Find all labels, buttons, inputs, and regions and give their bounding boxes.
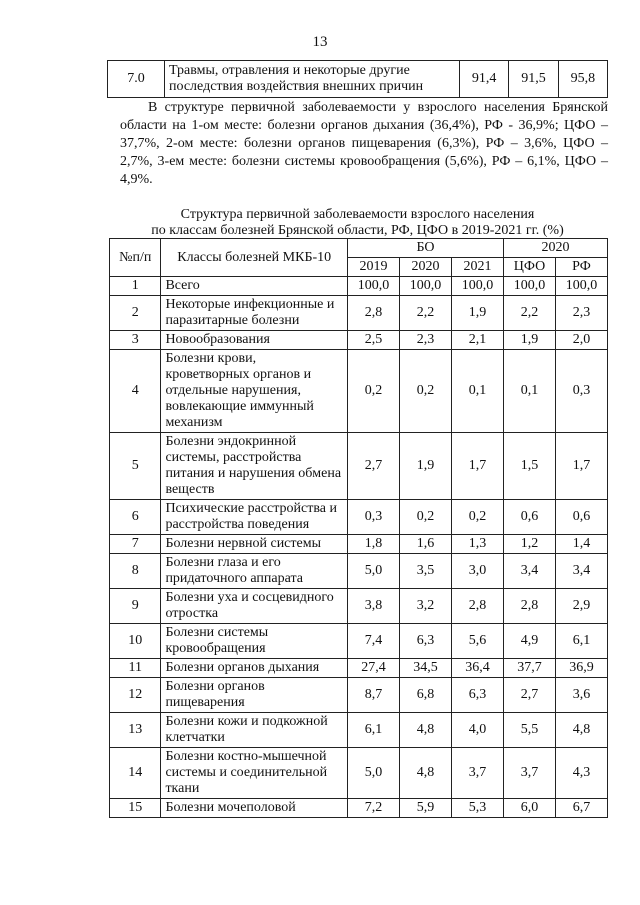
value-cell: 100,0 <box>400 277 452 296</box>
table-row <box>110 748 608 799</box>
row-number: 7 <box>110 535 161 554</box>
row-name: Травмы, отравления и некоторые другие последствия воздействия внешних причин <box>165 61 460 98</box>
row-number: 6 <box>110 500 161 535</box>
table-row <box>110 331 608 350</box>
value-cell: 1,2 <box>503 535 555 554</box>
value-cell: 3,5 <box>400 554 452 589</box>
value-cell: 2,1 <box>451 331 503 350</box>
table-row <box>108 61 608 98</box>
table-row <box>110 277 608 296</box>
disease-class: Болезни кожи и подкожной клетчатки <box>161 713 348 748</box>
value-cell: 6,7 <box>555 799 607 818</box>
value-cell: 1,7 <box>555 433 607 500</box>
header-2020: 2020 <box>503 239 607 258</box>
table-row <box>110 624 608 659</box>
value-cell: 5,9 <box>400 799 452 818</box>
value-cell: 6,8 <box>400 678 452 713</box>
row-number: 8 <box>110 554 161 589</box>
row-number: 15 <box>110 799 161 818</box>
value-cell: 1,8 <box>348 535 400 554</box>
value-cell: 36,9 <box>555 659 607 678</box>
table-title-line: по классам болезней Брянской области, РФ, ЦФО в 2019-2021 гг. (%) <box>151 223 564 238</box>
value-cell: 8,7 <box>348 678 400 713</box>
row-number: 4 <box>110 350 161 433</box>
header-num: №п/п <box>110 239 161 277</box>
value-cell: 100,0 <box>348 277 400 296</box>
value-cell: 5,6 <box>451 624 503 659</box>
value-cell: 6,0 <box>503 799 555 818</box>
disease-class: Болезни уха и сосцевидного отростка <box>161 589 348 624</box>
header-year: 2021 <box>451 258 503 277</box>
disease-class: Болезни костно-мышечной системы и соединительной ткани <box>161 748 348 799</box>
value-cell: 0,2 <box>400 500 452 535</box>
table-row <box>110 589 608 624</box>
row-number: 11 <box>110 659 161 678</box>
value-cell: 3,6 <box>555 678 607 713</box>
value-cell: 0,2 <box>348 350 400 433</box>
value-cell: 1,6 <box>400 535 452 554</box>
value-cell: 37,7 <box>503 659 555 678</box>
value-cell: 5,3 <box>451 799 503 818</box>
value-cell: 1,4 <box>555 535 607 554</box>
value-cell: 6,3 <box>451 678 503 713</box>
table-row <box>110 535 608 554</box>
value-cell: 5,5 <box>503 713 555 748</box>
disease-class: Болезни системы кровообращения <box>161 624 348 659</box>
table-row <box>110 296 608 331</box>
continued-table <box>107 60 608 98</box>
value-cell: 2,5 <box>348 331 400 350</box>
value-cell: 6,3 <box>400 624 452 659</box>
value-cell: 4,3 <box>555 748 607 799</box>
value-cell: 4,8 <box>400 748 452 799</box>
row-number: 13 <box>110 713 161 748</box>
value-cell: 4,0 <box>451 713 503 748</box>
value-cell: 100,0 <box>451 277 503 296</box>
value-cell: 3,7 <box>503 748 555 799</box>
value-cell: 0,2 <box>451 500 503 535</box>
value-cell: 6,1 <box>555 624 607 659</box>
row-number: 5 <box>110 433 161 500</box>
value-cell: 3,4 <box>503 554 555 589</box>
value-cell: 2,9 <box>555 589 607 624</box>
value-cell: 2,3 <box>555 296 607 331</box>
header-year: 2019 <box>348 258 400 277</box>
value-cell: 5,0 <box>348 748 400 799</box>
table-title-line: Структура первичной заболеваемости взрослого населения <box>180 207 535 222</box>
disease-class: Психические расстройства и расстройства поведения <box>161 500 348 535</box>
header-cfo: ЦФО <box>503 258 555 277</box>
disease-class: Болезни эндокринной системы, расстройства питания и нарушения обмена веществ <box>161 433 348 500</box>
row-number: 1 <box>110 277 161 296</box>
header-bo: БО <box>348 239 504 258</box>
table-row <box>110 554 608 589</box>
value-cell: 6,1 <box>348 713 400 748</box>
table-row <box>110 659 608 678</box>
value-cell: 2,8 <box>503 589 555 624</box>
value-cell: 27,4 <box>348 659 400 678</box>
header-class: Классы болезней МКБ-10 <box>161 239 348 277</box>
value-cell: 4,8 <box>555 713 607 748</box>
table-row <box>110 713 608 748</box>
value-cell: 2,8 <box>451 589 503 624</box>
value-cell: 3,7 <box>451 748 503 799</box>
row-number: 14 <box>110 748 161 799</box>
row-number: 9 <box>110 589 161 624</box>
value-cell: 0,6 <box>555 500 607 535</box>
value-cell: 4,8 <box>400 713 452 748</box>
value-cell: 2,8 <box>348 296 400 331</box>
table-row <box>110 799 608 818</box>
row-number: 10 <box>110 624 161 659</box>
value-cell: 100,0 <box>503 277 555 296</box>
value-cell: 3,4 <box>555 554 607 589</box>
disease-class: Новообразования <box>161 331 348 350</box>
value-cell: 100,0 <box>555 277 607 296</box>
disease-class: Болезни нервной системы <box>161 535 348 554</box>
row-value: 91,5 <box>509 61 558 98</box>
disease-class: Всего <box>161 277 348 296</box>
value-cell: 4,9 <box>503 624 555 659</box>
header-year: 2020 <box>400 258 452 277</box>
value-cell: 2,7 <box>503 678 555 713</box>
disease-class: Болезни глаза и его придаточного аппарата <box>161 554 348 589</box>
value-cell: 1,7 <box>451 433 503 500</box>
value-cell: 1,9 <box>503 331 555 350</box>
row-value: 91,4 <box>460 61 509 98</box>
header-rf: РФ <box>555 258 607 277</box>
value-cell: 1,9 <box>451 296 503 331</box>
value-cell: 7,4 <box>348 624 400 659</box>
row-number: 3 <box>110 331 161 350</box>
row-number: 2 <box>110 296 161 331</box>
value-cell: 2,3 <box>400 331 452 350</box>
value-cell: 1,5 <box>503 433 555 500</box>
disease-class: Болезни крови, кроветворных органов и отдельные нарушения, вовлекающие иммунный механизм <box>161 350 348 433</box>
table-row <box>110 678 608 713</box>
value-cell: 7,2 <box>348 799 400 818</box>
row-code: 7.0 <box>108 61 165 98</box>
value-cell: 2,2 <box>503 296 555 331</box>
value-cell: 36,4 <box>451 659 503 678</box>
value-cell: 3,8 <box>348 589 400 624</box>
value-cell: 0,3 <box>348 500 400 535</box>
header-row <box>110 239 608 258</box>
page-number: 13 <box>312 34 328 50</box>
value-cell: 34,5 <box>400 659 452 678</box>
disease-class: Болезни органов пищеварения <box>161 678 348 713</box>
disease-class: Болезни органов дыхания <box>161 659 348 678</box>
value-cell: 2,0 <box>555 331 607 350</box>
value-cell: 2,2 <box>400 296 452 331</box>
table-row <box>110 350 608 433</box>
value-cell: 3,2 <box>400 589 452 624</box>
value-cell: 0,6 <box>503 500 555 535</box>
table-title <box>107 207 608 239</box>
value-cell: 2,7 <box>348 433 400 500</box>
table-row <box>110 500 608 535</box>
table-row <box>110 433 608 500</box>
value-cell: 0,2 <box>400 350 452 433</box>
morbidity-table <box>109 238 608 818</box>
value-cell: 0,1 <box>503 350 555 433</box>
value-cell: 3,0 <box>451 554 503 589</box>
disease-class: Болезни мочеполовой <box>161 799 348 818</box>
value-cell: 1,3 <box>451 535 503 554</box>
row-number: 12 <box>110 678 161 713</box>
body-paragraph: В структуре первичной заболеваемости у взрослого населения Брянской области на 1-ом месте: болезни органов дыхания (36,4%), РФ - 36,9%; ЦФО – 37,7%, 2-ом месте: болезни органов пищеварения (6,3%), РФ – 3,6%, ЦФО – 2,7%, 3-ем месте: болезни системы кровообращения (5,6%), РФ – 6,1%, ЦФО – 4,9%. <box>120 100 608 187</box>
row-value: 95,8 <box>558 61 607 98</box>
value-cell: 0,3 <box>555 350 607 433</box>
value-cell: 0,1 <box>451 350 503 433</box>
disease-class: Некоторые инфекционные и паразитарные болезни <box>161 296 348 331</box>
value-cell: 5,0 <box>348 554 400 589</box>
value-cell: 1,9 <box>400 433 452 500</box>
